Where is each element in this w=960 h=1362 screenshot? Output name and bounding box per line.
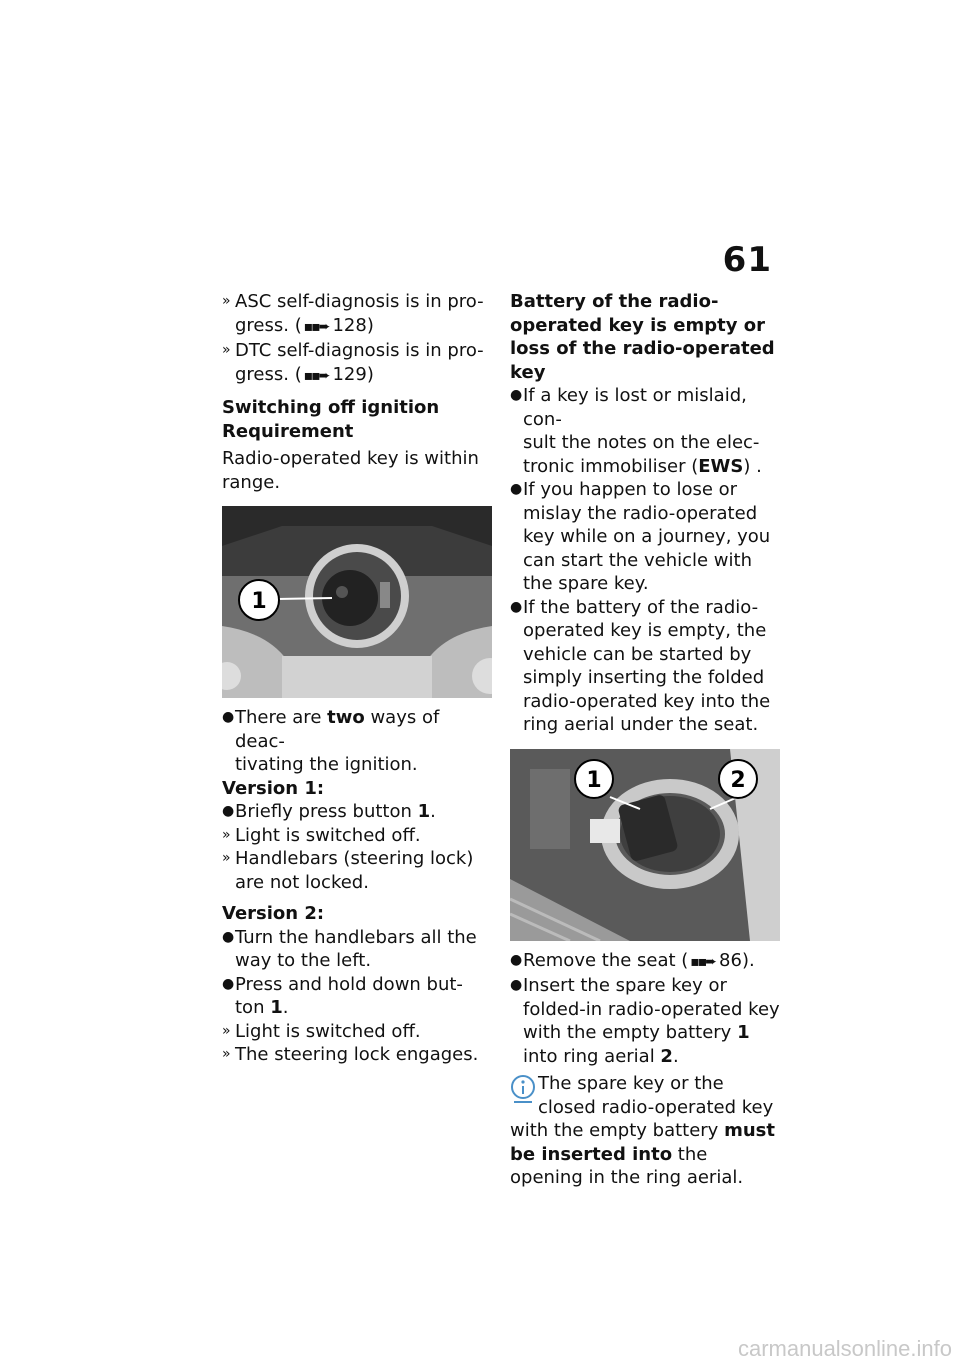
bullet-icon: ●: [510, 951, 523, 968]
callout-1: 1: [586, 767, 602, 793]
ring-aerial-photo: [510, 749, 780, 941]
page-reference[interactable]: ( ▪▪➨ 128): [295, 315, 374, 336]
result-marker: »: [222, 826, 231, 843]
version-2-heading: Version 2:: [222, 903, 325, 924]
reference-arrow-icon: ▪▪➨: [303, 367, 329, 384]
result-marker: »: [222, 342, 231, 358]
bullet-icon: ●: [510, 481, 523, 497]
list-item: ● Briefly press button 1.: [222, 801, 436, 822]
list-item: ● If you happen to lose or mislay the radio-operated key while on a journey, you can start the vehicle with the spare key.: [510, 479, 771, 594]
right-column: [510, 290, 782, 1190]
page-number: 61: [722, 240, 772, 280]
result-marker: »: [222, 850, 231, 866]
watermark: carmanualsonline.info: [737, 1336, 952, 1361]
section-heading: Battery of the radio-operated key is empty or loss of the radio-operated key: [510, 291, 775, 383]
result-item: » Light is switched off.: [222, 1020, 421, 1042]
result-dtc: » DTC self-diagnosis is in pro- gress. ( ▪▪➨ 129): [222, 339, 490, 388]
info-note: The spare key or the closed radio-operated key with the empty battery must be inserted into the opening in the ring aerial.: [510, 1073, 775, 1188]
bullet-icon: ●: [222, 975, 235, 992]
reference-arrow-icon: ▪▪➨: [690, 953, 716, 970]
left-column: [222, 290, 490, 1067]
callout-2: 2: [730, 767, 746, 793]
version-1-heading: Version 1:: [222, 777, 325, 799]
bullet-icon: ●: [510, 387, 523, 403]
section-heading: Switching off ignition: [222, 397, 440, 418]
list-item: ● Insert the spare key or folded-in radio-operated key with the empty battery 1 into ring aerial 2.: [510, 975, 780, 1067]
result-marker: »: [222, 293, 231, 309]
result-marker: »: [222, 1022, 231, 1039]
requirement-heading: Requirement: [222, 420, 354, 442]
page-reference[interactable]: ▪▪➨ 86).: [688, 950, 754, 971]
result-asc: » ASC self-diagnosis is in pro- gress. ( ▪▪➨ 128): [222, 290, 490, 339]
result-item: » The steering lock engages.: [222, 1044, 479, 1065]
bullet-icon: ●: [222, 928, 235, 945]
page-reference[interactable]: ( ▪▪➨ 129): [295, 364, 374, 385]
bullet-icon: ●: [222, 709, 235, 725]
ignition-switch-photo: [222, 506, 492, 698]
bullet-icon: ●: [510, 977, 523, 993]
callout-1: 1: [251, 589, 267, 614]
bullet-icon: ●: [510, 598, 523, 615]
bullet-icon: ●: [222, 803, 235, 819]
result-item: » Handlebars (steering lock) are not locked.: [222, 848, 474, 893]
info-icon: [510, 1074, 536, 1108]
list-item: ● If a key is lost or mislaid, con- sult the notes on the elec- tronic immobiliser (EWS) .: [510, 385, 762, 477]
list-item: ● Press and hold down but- ton 1.: [222, 973, 463, 1018]
reference-arrow-icon: ▪▪➨: [303, 318, 329, 335]
list-item: ● Turn the handlebars all the way to the left.: [222, 926, 477, 971]
list-item: ● There are two ways of deac- tivating the ignition.: [222, 707, 440, 775]
requirement-text: Radio-operated key is within range.: [222, 448, 479, 493]
list-item: ● Remove the seat ( ▪▪➨ 86).: [510, 949, 782, 975]
result-marker: »: [222, 1046, 231, 1062]
list-item: ● If the battery of the radio-operated key is empty, the vehicle can be started by simply inserting the folded radio-operated key into the ring aerial under the seat.: [510, 596, 771, 735]
result-item: » Light is switched off.: [222, 824, 421, 846]
